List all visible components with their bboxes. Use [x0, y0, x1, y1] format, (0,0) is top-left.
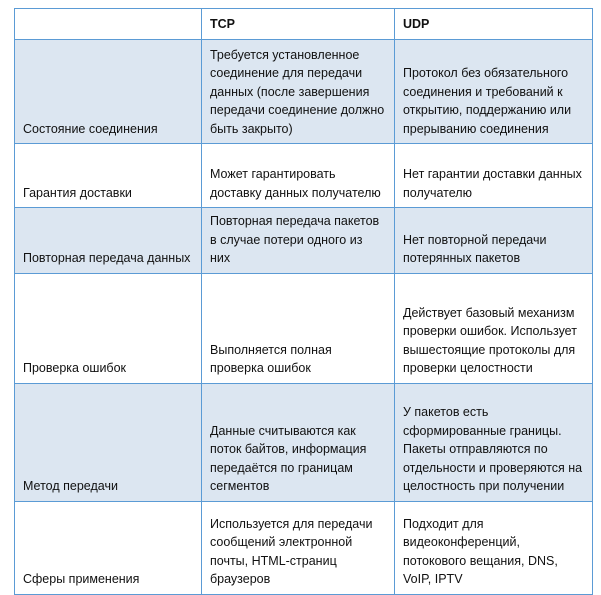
cell-tcp-transfer-method: Данные считываются как поток байтов, информация передаётся по границам сегментов: [202, 383, 395, 501]
cell-tcp-retransmission: Повторная передача пакетов в случае потери одного из них: [202, 208, 395, 274]
table-row: [15, 208, 593, 274]
row-label-use-cases: Сферы применения: [15, 501, 202, 594]
tcp-udp-comparison-table: [14, 8, 593, 595]
cell-tcp-error-checking: Выполняется полная проверка ошибок: [202, 273, 395, 383]
cell-udp-retransmission: Нет повторной передачи потерянных пакетов: [395, 208, 593, 274]
cell-udp-error-checking: Действует базовый механизм проверки ошибок. Использует вышестоящие протоколы для проверки целостности: [395, 273, 593, 383]
cell-udp-transfer-method: У пакетов есть сформированные границы. Пакеты отправляются по отдельности и проверяются на целостность при получении: [395, 383, 593, 501]
table-row: [15, 144, 593, 208]
table-row: [15, 383, 593, 501]
row-label-error-checking: Проверка ошибок: [15, 273, 202, 383]
row-label-transfer-method: Метод передачи: [15, 383, 202, 501]
table-row: [15, 40, 593, 144]
cell-tcp-connection-state: Требуется установленное соединение для передачи данных (после завершения передачи соединение должно быть закрыто): [202, 40, 395, 144]
table-row: [15, 501, 593, 594]
header-cell-udp: UDP: [395, 9, 593, 40]
table-row: [15, 273, 593, 383]
cell-tcp-delivery-guarantee: Может гарантировать доставку данных получателю: [202, 144, 395, 208]
cell-udp-delivery-guarantee: Нет гарантии доставки данных получателю: [395, 144, 593, 208]
table-body: [15, 9, 593, 595]
cell-udp-connection-state: Протокол без обязательного соединения и требований к открытию, поддержанию или прерыванию соединения: [395, 40, 593, 144]
cell-tcp-use-cases: Используется для передачи сообщений электронной почты, HTML-страниц браузеров: [202, 501, 395, 594]
header-cell-tcp: TCP: [202, 9, 395, 40]
header-cell-blank: [15, 9, 202, 40]
row-label-connection-state: Состояние соединения: [15, 40, 202, 144]
row-label-retransmission: Повторная передача данных: [15, 208, 202, 274]
table-header-row: [15, 9, 593, 40]
cell-udp-use-cases: Подходит для видеоконференций, потокового вещания, DNS, VoIP, IPTV: [395, 501, 593, 594]
row-label-delivery-guarantee: Гарантия доставки: [15, 144, 202, 208]
